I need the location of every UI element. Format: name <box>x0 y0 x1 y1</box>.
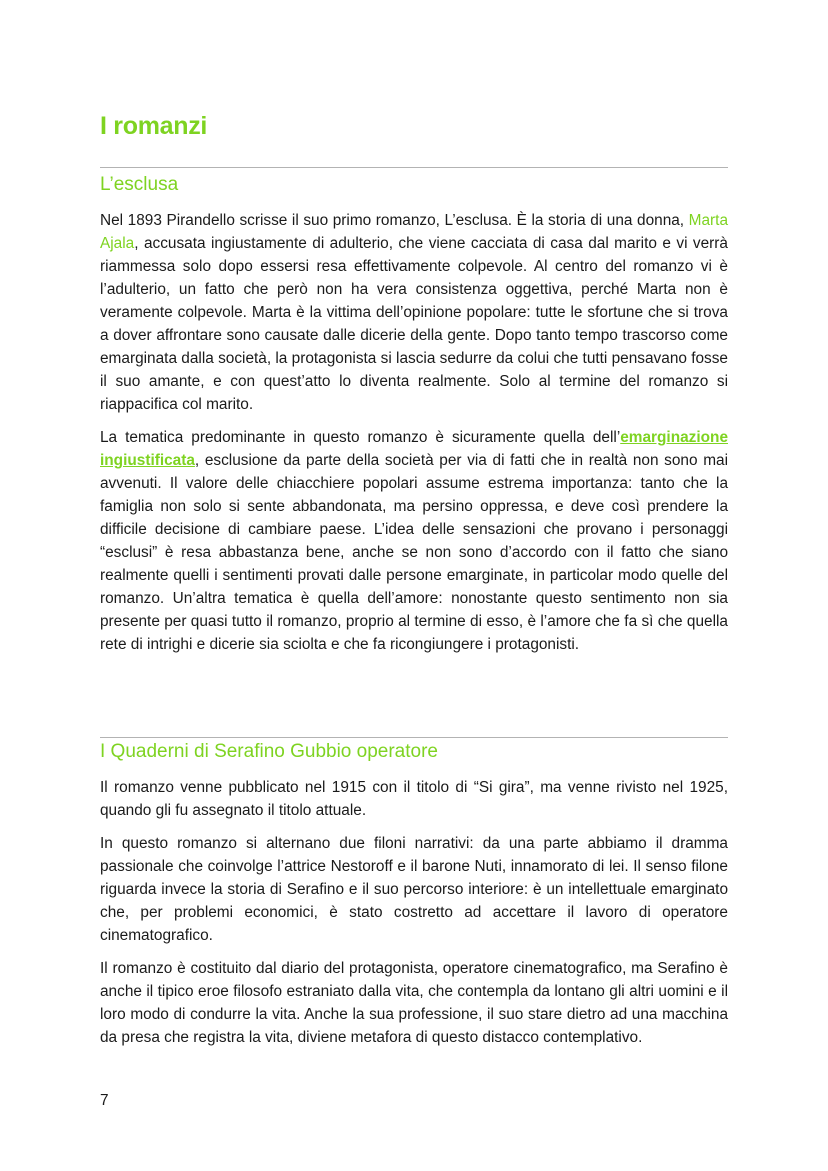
paragraph: La tematica predominante in questo romanzo è sicuramente quella dell’emarginazione ingiustificata, esclusione da parte della società per via di fatti che in realtà non sono mai avvenuti. Il valore delle chiacchiere popolari assume estrema importanza: tanto che la famiglia non solo si sente abbandonata, ma persino oppressa, e deve così prendere la difficile decisione di cambiare paese. L’idea delle sensazioni che provano i personaggi “esclusi” è resa abbastanza bene, anche se non sono d’accordo con il fatto che siano realmente quelli i sentimenti provati dalle persone emarginate, in particolar modo quelle del romanzo. Un’altra tematica è quella dell’amore: nonostante questo sentimento non sia presente per quasi tutto il romanzo, proprio al termine di esso, è l’amore che fa sì che quella rete di intrighi e dicerie sia sciolta e che fa ricongiungere i protagonisti. <box>100 429 728 653</box>
paragraph: Nel 1893 Pirandello scrisse il suo primo romanzo, L’esclusa. È la storia di una donna, Marta Ajala, accusata ingiustamente di adulterio, che viene cacciata di casa dal marito e vi verrà riammessa solo dopo essersi resa effettivamente colpevole. Al centro del romanzo vi è l’adulterio, un fatto che però non ha vera consistenza oggettiva, perché Marta non è veramente colpevole. Marta è la vittima dell’opinione popolare: tutte le sfortune che si trova a dover affrontare sono causate dalle dicerie della gente. Dopo tanto tempo trascorso come emarginata dalla società, la protagonista si lascia sedurre da colui che tutti pensavano fosse il suo amante, e con quest’atto lo diventa realmente. Solo al termine del romanzo si riappacifica col marito. <box>100 212 728 413</box>
section-heading-serafino: I Quaderni di Serafino Gubbio operatore <box>100 741 438 762</box>
paragraph: In questo romanzo si alternano due filoni narrativi: da una parte abbiamo il dramma passionale che coinvolge l’attrice Nestoroff e il barone Nuti, innamorato di lei. Il senso filone riguarda invece la storia di Serafino e il suo percorso interiore: è un intellettuale emarginato che, per problemi economici, è stato costretto ad accettare il lavoro di operatore cinematografico. <box>100 835 728 944</box>
section-divider <box>100 737 728 738</box>
character-name-link[interactable]: Marta Ajala <box>100 212 728 252</box>
paragraph: Il romanzo venne pubblicato nel 1915 con il titolo di “Si gira”, ma venne rivisto nel 1925, quando gli fu assegnato il titolo attuale. <box>100 779 728 819</box>
paragraph: Il romanzo è costituito dal diario del protagonista, operatore cinematografico, ma Serafino è anche il tipico eroe filosofo estraniato dalla vita, che contempla da lontano gli altri uomini e il loro modo di condurre la vita. Anche la sua professione, il suo stare dietro ad una macchina da presa che registra la vita, diviene metafora di questo distacco contemplativo. <box>100 960 728 1046</box>
page-title: I romanzi <box>100 112 208 140</box>
highlighted-term-link[interactable]: emarginazione ingiustificata <box>100 429 728 469</box>
section-body-esclusa <box>100 209 728 666</box>
page-number: 7 <box>100 1092 109 1109</box>
section-heading-esclusa: L’esclusa <box>100 174 179 195</box>
section-divider <box>100 167 728 168</box>
section-body-serafino <box>100 776 728 1059</box>
